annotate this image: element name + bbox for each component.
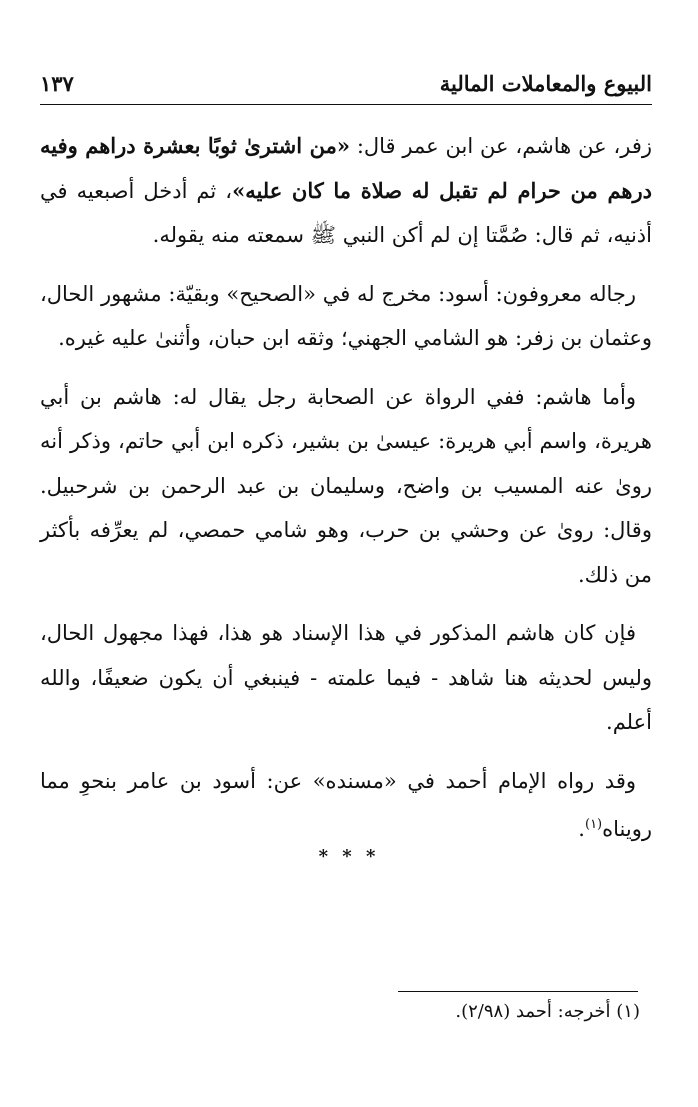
page-header (40, 66, 652, 100)
header-divider (40, 104, 652, 105)
hadith-continuation: ، ثم أدخل أصبعيه في أذنيه، ثم قال: صُمَّتا إن لم أكن النبي ﷺ سمعته منه يقوله. (40, 178, 652, 247)
footnote-text: (١) أخرجه: أحمد (٢/٩٨). (455, 1001, 640, 1022)
page-number: ١٣٧ (40, 70, 74, 96)
main-text (40, 124, 652, 866)
paragraph-hashim: وأما هاشم: ففي الرواة عن الصحابة رجل يقال له: هاشم بن أبي هريرة، واسم أبي هريرة: عيسىٰ بن بشير، ذكره ابن أبي حاتم، وذكر أنه روىٰ عنه المسيب بن واضح، وسليمان بن عبد الرحمن بن شرحبيل. وقال: روىٰ عن وحشي بن حرب، وهو شامي حمصي، لم يعرِّفه بأكثر من ذلك. (40, 384, 652, 587)
paragraph-hadith (40, 124, 652, 258)
footnote-divider (398, 991, 638, 992)
musnad-end: . (578, 817, 585, 841)
paragraph-ruling: فإن كان هاشم المذكور في هذا الإسناد هو هذا، فهذا مجهول الحال، وليس لحديثه هنا شاهد - فيما علمته - فينبغي أن يكون ضعيفًا، والله أعلم. (40, 621, 652, 734)
footnote-reference[interactable]: (١) (584, 817, 603, 832)
paragraph-narrators: رجاله معروفون: أسود: مخرج له في «الصحيح» وبقيّة: مشهور الحال، وعثمان بن زفر: هو الشامي الجهني؛ وثقه ابن حبان، وأثنىٰ عليه غيره. (40, 281, 652, 350)
hadith-intro: زفر، عن هاشم، عن ابن عمر قال: (349, 134, 652, 158)
musnad-text: وقد رواه الإمام أحمد في «مسنده» عن: أسود بن عامر بنحوِ مما رويناه (40, 768, 652, 841)
running-title: البيوع والمعاملات المالية (439, 70, 652, 96)
paragraph-musnad (40, 759, 652, 852)
section-separator: * * * (318, 846, 380, 867)
hadith-quote: «من اشترىٰ ثوبًا بعشرة دراهم وفيه درهم من حرام لم تقبل له صلاة ما كان عليه» (40, 133, 652, 203)
